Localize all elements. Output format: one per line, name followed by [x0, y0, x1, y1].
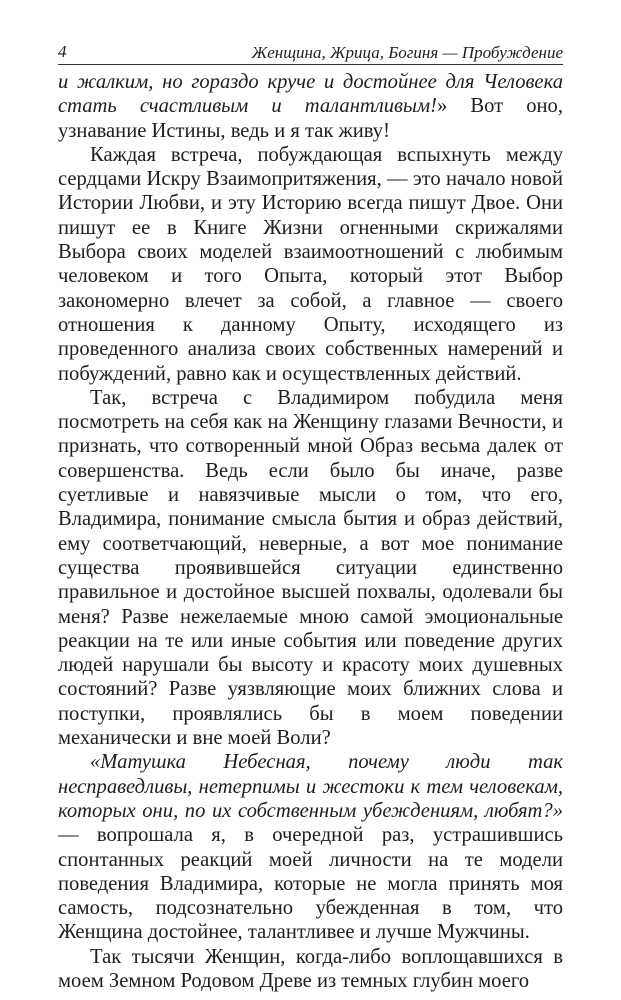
paragraph-continuation — [58, 70, 563, 143]
paragraph — [58, 945, 563, 994]
italic-quote: и жалким, но гораздо круче и достойнее для Человека стать счастливым и талантливым! — [58, 71, 563, 118]
italic-quote: «Матушка Небесная, почему люди так несправедливы, нетерпимы и жестоки к тем человекам, которых они, по их собственным убеждениям, любят?» — [58, 751, 563, 822]
body-text — [58, 70, 563, 993]
paragraph-text: Так, встреча с Владимиром побудила меня посмотреть на себя как на Женщину глазами Вечности, и признать, что сотворенный мной Образ весьма далек от совершенства. Ведь если было бы иначе, разве суетливые и навязчивые мысли о том, что его, Владимира, понимание смысла бытия и образ действий, ему соответчающий, неверные, а вот мое понимание существа проявившейся ситуации единственно правильное и достойное высшей похвалы, одолевали бы меня? Разве нежелаемые мною самой эмоциональные реакции на те или иные события или поведение других людей нарушали бы высоту и красоту моих душевных состояний? Разве уязвляющие моих ближних слова и поступки, проявлялись бы в моем поведении механически и вне моей Воли? — [58, 386, 563, 750]
running-title: Женщина, Жрица, Богиня — Пробуждение — [251, 43, 563, 62]
paragraph — [58, 386, 563, 750]
page-number: 4 — [58, 42, 67, 61]
paragraph — [58, 143, 563, 386]
paragraph — [58, 750, 563, 944]
paragraph-text: » Вот оно, узнавание Истины, ведь и я так живу! — [58, 95, 563, 142]
paragraph-text: Так тысячи Женщин, когда-либо воплощавшихся в моем Земном Родовом Древе из темных глубин моего — [58, 945, 563, 992]
paragraph-text: — вопрошала я, в очередной раз, устрашившись спонтанных реакций моей личности на те модели поведения Владимира, которые не могла принять моя самость, подсознательно убежденная в том, что Женщина достойнее, талантливее и лучше Мужчины. — [58, 824, 563, 944]
paragraph-text: Каждая встреча, побуждающая вспыхнуть между сердцами Искру Взаимопритяжения, — это начало новой Истории Любви, и эту Историю всегда пишут Двое. Они пишут ее в Книге Жизни огненными скрижалями Выбора своих моделей взаимоотношений с любимым человеком и того Опыта, который этот Выбор закономерно влечет за собой, а главное — своего отношения к данному Опыту, исходящего из проведенного анализа своих собственных намерений и побуждений, равно как и осуществленных действий. — [58, 143, 563, 385]
page-header — [58, 42, 563, 65]
